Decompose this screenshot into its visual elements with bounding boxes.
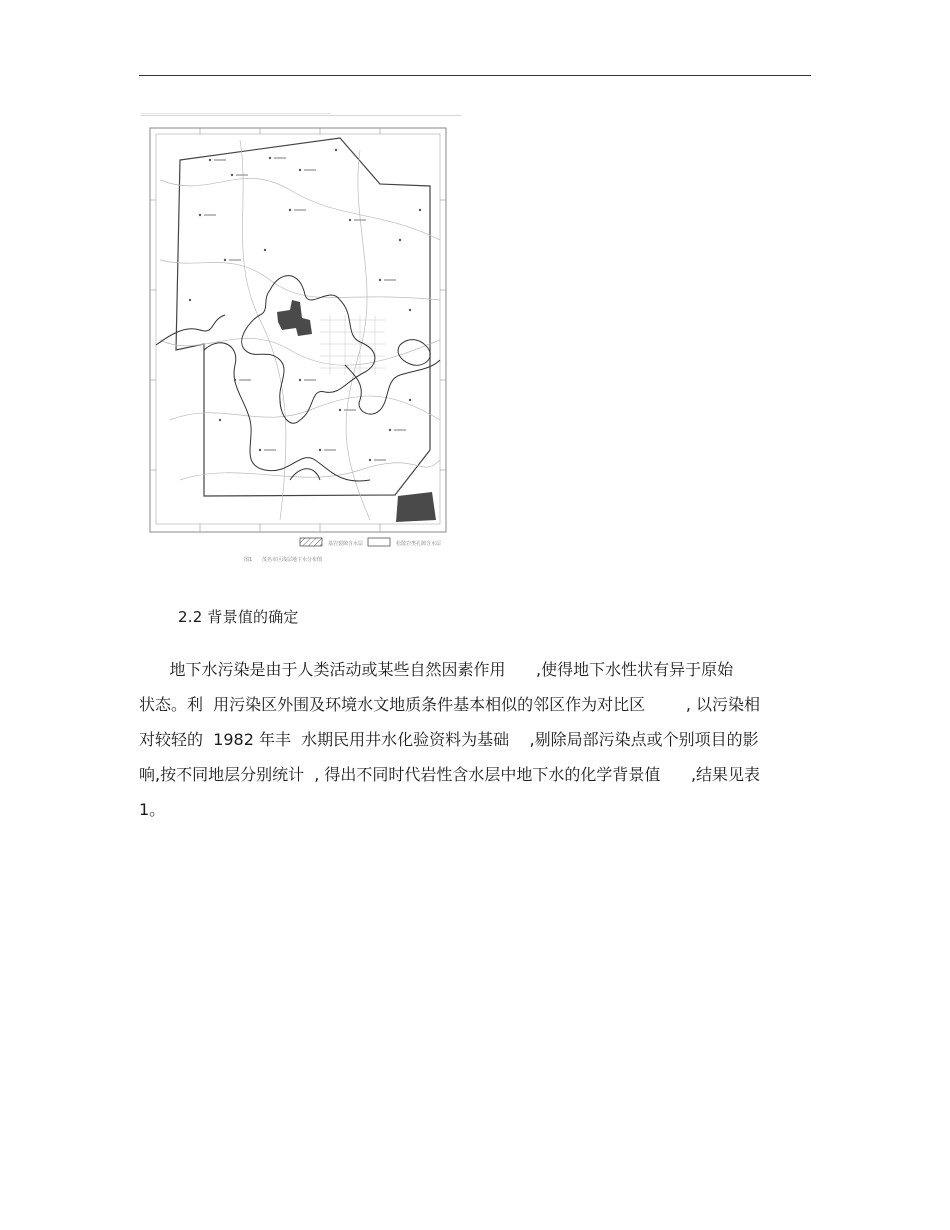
groundwater-distribution-map [140,120,460,570]
polluted-zones [277,300,436,522]
body-paragraph [139,652,811,827]
paragraph-line: 1。 [139,800,166,819]
section-heading: 2.2 背景值的确定 [178,608,299,626]
study-area-boundary [176,138,430,496]
legend-label-hatched: 基岩裂隙含水层 [328,541,364,547]
figure-caption-label: 图1 [244,557,253,563]
paragraph-line: 地下水污染是由于人类活动或某些自然因素作用 ,使得地下水性状有异于原始 [139,660,734,679]
paragraph-line: 对较轻的 1982 年丰 水期民用井水化验资料为基础 ,剔除局部污染点或个别项目的影 [139,730,759,749]
paragraph-line: 状态。利 用污染区外围及环境水文地质条件基本相似的邻区作为对比区 , 以污染相 [139,695,761,714]
map-legend [300,538,441,547]
legend-swatch-hatched [300,538,322,546]
figure-top-rule [141,115,461,116]
map-figure [140,120,460,570]
figure-top-rule-short [141,113,331,114]
header-rule [139,75,811,76]
aquifer-contour-central [242,276,375,424]
legend-label-empty: 松散岩类孔隙含水层 [396,541,442,547]
figure-caption-text: 茂名市区浅层地下水分布图 [262,557,323,563]
paragraph-line: 响,按不同地层分别统计 , 得出不同时代岩性含水层中地下水的化学背景值 ,结果见表 [139,765,761,784]
legend-swatch-empty [368,538,390,546]
